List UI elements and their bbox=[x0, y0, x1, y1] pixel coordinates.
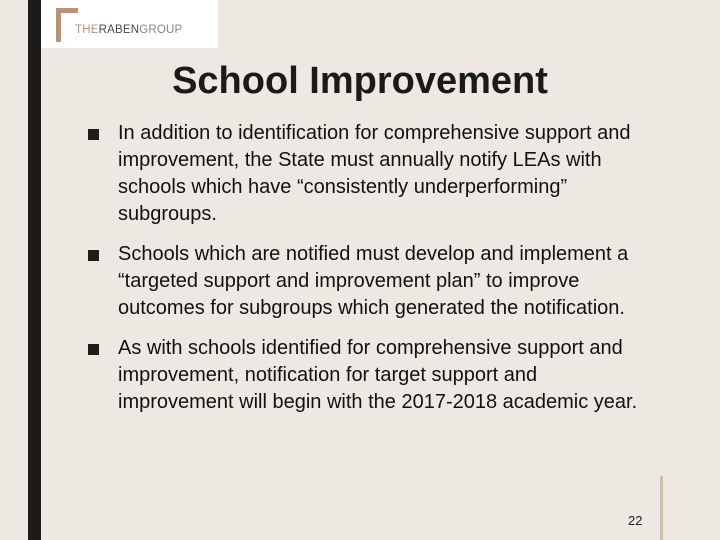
slide-title: School Improvement bbox=[172, 60, 548, 102]
bullet-item bbox=[88, 241, 648, 322]
logo-text-the: THE bbox=[75, 24, 99, 36]
logo-wordmark bbox=[75, 23, 182, 37]
logo-text-group: GROUP bbox=[139, 24, 183, 36]
bullet-text: As with schools identified for comprehensive support and improvement, notification for target support and improvement will begin with the 2017-2018 academic year. bbox=[118, 337, 638, 413]
bullet-text: In addition to identification for comprehensive support and improvement, the State must annually notify LEAs with schools which have “consistently underperforming” subgroups. bbox=[118, 122, 631, 225]
logo bbox=[41, 0, 218, 48]
page-accent-bar bbox=[660, 476, 663, 540]
bullet-text: Schools which are notified must develop and implement a “targeted support and improvement plan” to improve outcomes for subgroups which generated the notification. bbox=[118, 243, 629, 319]
page-number: 22 bbox=[628, 513, 643, 528]
bullet-item bbox=[88, 335, 648, 416]
square-bullet-icon bbox=[88, 344, 99, 355]
logo-text-raben: RABEN bbox=[98, 24, 140, 36]
bullet-item bbox=[88, 120, 648, 228]
square-bullet-icon bbox=[88, 129, 99, 140]
bullet-list bbox=[88, 120, 648, 429]
square-bullet-icon bbox=[88, 250, 99, 261]
